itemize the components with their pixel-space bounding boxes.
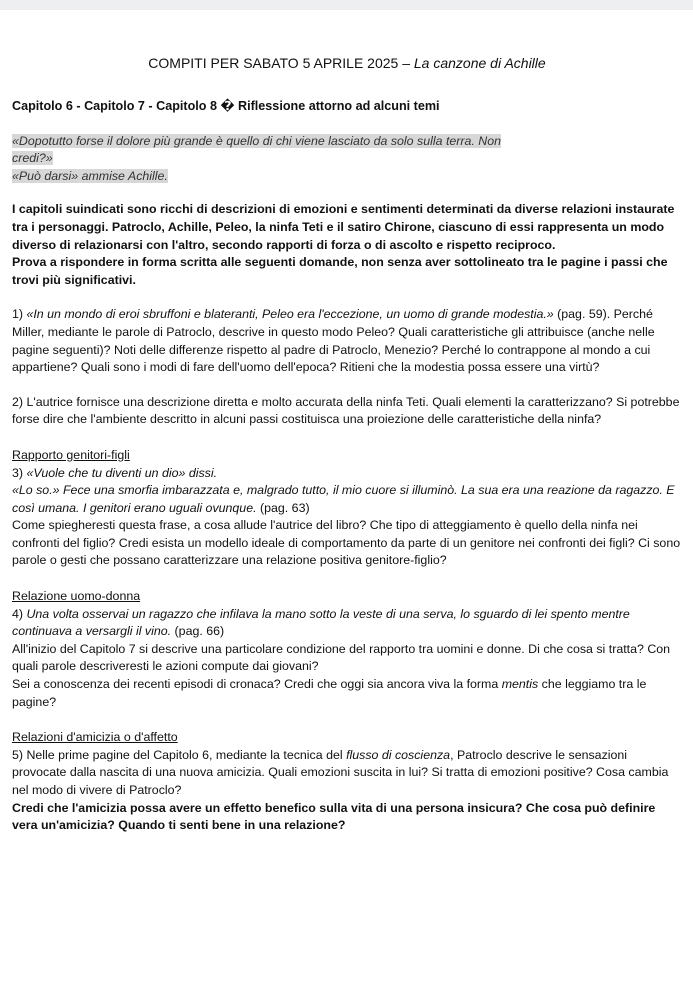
question-4-text: All'inizio del Capitolo 7 si descrive una particolare condizione del rapporto tra uomini e donne. Di che cosa si tratta? Con quali parole descriveresti le azioni compute dai giovani? <box>12 641 671 674</box>
question-3-page-ref: (pag. 63) <box>256 500 310 515</box>
question-4-number: 4) <box>12 606 27 621</box>
question-1 <box>12 306 682 376</box>
question-5-text-a: 5) Nelle prime pagine del Capitolo 6, mediante la tecnica del <box>12 747 347 762</box>
title-main: COMPITI PER SABATO 5 APRILE 2025 – <box>148 55 414 71</box>
question-4-page-ref: (pag. 66) <box>171 624 225 639</box>
intro-paragraph-1: I capitoli suindicati sono ricchi di descrizioni di emozioni e sentimenti determinati da diverse relazioni instaurate tra i personaggi. Patroclo, Achille, Peleo, la ninfa Teti e il satiro Chirone, ciascuno di essi rappresenta un modo diverso di relazionarsi con l'altro, secondo rapporti di forza o di ascolto e rispetto reciproco. <box>12 202 675 252</box>
intro-block <box>12 201 682 289</box>
question-4-quote-text: Una volta osservai un ragazzo che infilava la mano sotto la veste di una serva, lo sguardo di lei spento mentre continuava a versargli il vino. <box>12 606 630 639</box>
question-5-bold: Credi che l'amicizia possa avere un effetto benefico sulla vita di una persona insicura? Che cosa può definire vera un'amicizia? Quando ti senti bene in una relazione? <box>12 800 656 833</box>
section-3-heading: Rapporto genitori-figli <box>12 447 130 462</box>
question-4-mentis: mentis <box>501 677 539 692</box>
epigraph-quote <box>12 133 682 186</box>
section-5-heading: Relazioni d'amicizia o d'affetto <box>12 730 178 745</box>
page-title <box>12 54 682 72</box>
quote-line-3: «Può darsi» ammise Achille. <box>12 168 168 183</box>
question-5-text <box>12 747 682 800</box>
title-book: La canzone di Achille <box>413 55 546 71</box>
question-1-quote: «In un mondo di eroi sbruffoni e blateranti, Peleo era l'eccezione, un uomo di grande modestia.» <box>26 307 554 322</box>
chapters-line: Capitolo 6 - Capitolo 7 - Capitolo 8 � Riflessione attorno ad alcuni temi <box>12 99 440 113</box>
section-parents-children <box>12 447 682 570</box>
question-4-text-2 <box>12 676 682 711</box>
intro-paragraph-2: Prova a rispondere in forma scritta alle seguenti domande, non senza aver sottolineato tra le pagine i passi che trovi più significativi. <box>12 255 668 287</box>
question-3-quote-1 <box>12 465 682 483</box>
question-3-quote-text: «Lo so.» Fece una smorfia imbarazzata e, malgrado tutto, il mio cuore si illuminò. La sua era una reazione da ragazzo. E così umana. I genitori erano uguali ovunque. <box>12 483 675 515</box>
section-4-heading: Relazione uomo-donna <box>12 589 141 604</box>
question-5-text-b: , Patroclo descrive le sensazioni provocate dalla nascita di una nuova amicizia. Quali emozioni suscita in lui? Si tratta di emozioni positive? Cosa cambia nel modo di vivere di Patroclo? <box>12 747 669 797</box>
question-3-text: Come spiegheresti questa frase, a cosa allude l'autrice del libro? Che tipo di atteggiamento è quello della ninfa nei confronti del figlio? Credi esista un modello ideale di comportamento da parte di un genitore nei confronti dei figli? Ci sono parole o gesti che possano caratterizzare una relazione positiva genitore-figlio? <box>12 518 681 568</box>
quote-line-1: «Dopotutto forse il dolore più grande è quello di chi viene lasciato da solo sulla terra. Non <box>12 133 502 148</box>
question-1-number: 1) <box>12 307 27 322</box>
question-3-number: 3) <box>12 465 27 480</box>
section-man-woman <box>12 588 682 711</box>
top-bar <box>0 0 693 10</box>
question-4-text-2b: che leggiamo tra le pagine? <box>12 677 647 709</box>
question-2: 2) L'autrice fornisce una descrizione diretta e molto accurata della ninfa Teti. Quali elementi la caratterizzano? Si potrebbe forse dire che l'ambiente descritto in alcuni passi costituisca una proiezione delle caratteristiche della ninfa? <box>12 394 680 427</box>
question-3-quote-2 <box>12 482 682 517</box>
document-page <box>12 54 682 835</box>
question-4-text-2a: Sei a conoscenza dei recenti episodi di cronaca? Credi che oggi sia ancora viva la forma <box>12 677 502 692</box>
quote-line-2: credi?» <box>12 151 53 166</box>
question-1-text: (pag. 59). Perché Miller, mediante le parole di Patroclo, descrive in questo modo Peleo? Quali caratteristiche gli attribuisce (anche nelle pagine seguenti)? Noti delle differenze rispetto al padre di Patroclo, Menezio? Perché lo contrappone al mondo a cui appartiene? Quali sono i modi di fare dell'uomo dell'epoca? Ritieni che la modestia possa essere una virtù? <box>12 307 655 375</box>
question-5-flusso: flusso di coscienza <box>346 747 451 762</box>
question-3-quote-line: «Vuole che tu diventi un dio» dissi. <box>26 465 218 480</box>
question-4-quote <box>12 606 682 641</box>
section-friendship <box>12 729 682 835</box>
